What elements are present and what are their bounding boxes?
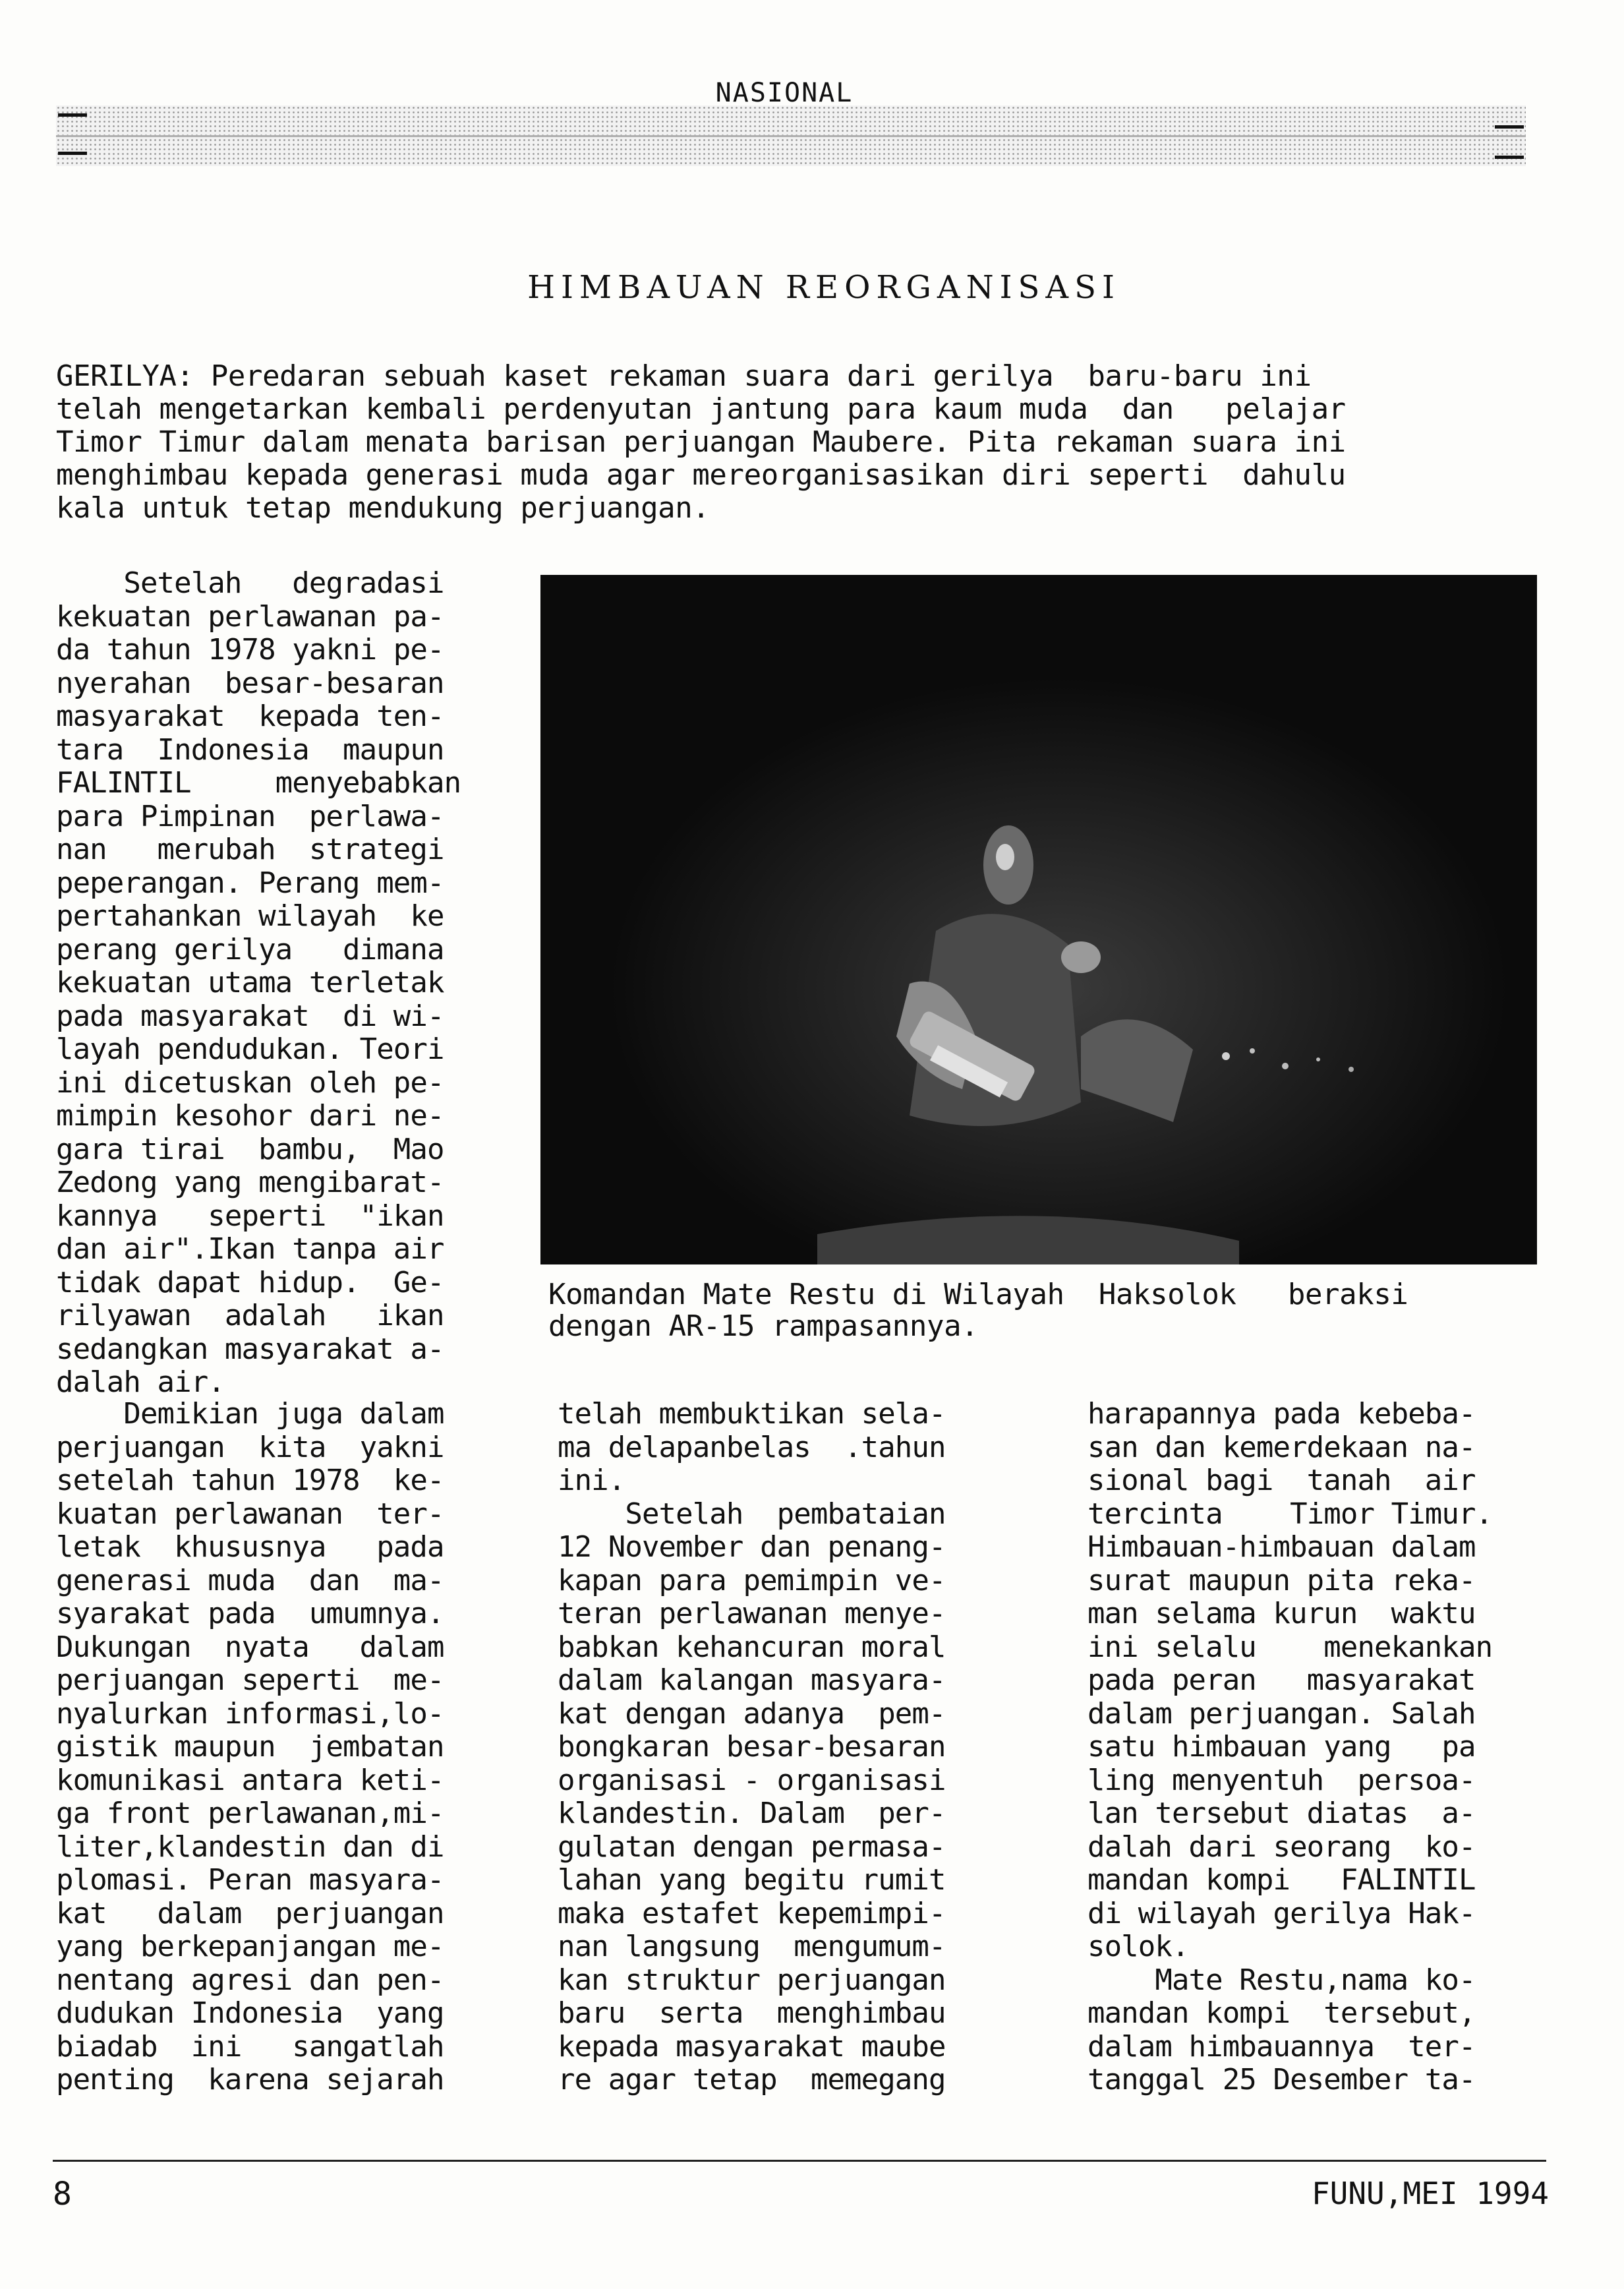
publication-date: FUNU,MEI 1994: [1311, 2176, 1549, 2211]
header-tick-mark: [58, 113, 87, 117]
footer-rule: [53, 2160, 1546, 2162]
photo-caption: Komandan Mate Restu di Wilayah Haksolok beraksi dengan AR-15 rampasannya.: [548, 1278, 1408, 1343]
article-column-2: telah membuktikan sela- ma delapanbelas .tahun ini. Setelah pembataian 12 November dan penang- kapan para pemimpin ve- teran perlawanan menye- babkan kehancuran moral dalam kalangan masyara- kat dengan adanya pem- bongkaran besar-besaran organisasi - organisasi klandestin. Dalam per- gulatan dengan permasa- lahan yang begitu rumit maka estafet kepemimpi- nan langsung mengumum- kan struktur perjuangan baru serta menghimbau kepada masyarakat maube re agar tetap memegang: [558, 1397, 946, 2096]
header-tick-mark: [1495, 125, 1524, 129]
article-lead: GERILYA: Peredaran sebuah kaset rekaman suara dari gerilya baru-baru ini telah mengetarkan kembali perdenyutan jantung para kaum muda dan pelajar Timor Timur dalam menata barisan perjuangan Maubere. Pita rekaman suara ini menghimbau kepada generasi muda agar mereorganisasikan diri seperti dahulu kala untuk tetap mendukung perjuangan.: [56, 359, 1346, 525]
header-tick-mark: [58, 152, 87, 155]
page-number: 8: [53, 2176, 72, 2213]
header-band-divider: [56, 135, 1526, 137]
article-column-1-bottom: Demikian juga dalam perjuangan kita yakni setelah tahun 1978 ke- kuatan perlawanan ter- letak khususnya pada generasi muda dan ma- syarakat pada umumnya. Dukungan nyata dalam perjuangan seperti me- nyalurkan informasi,lo- gistik maupun jembatan komunikasi antara keti- ga front perlawanan,mi- liter,klandestin dan di plomasi. Peran masyara- kat dalam perjuangan yang berkepanjangan me- nentang agresi dan pen- dudukan Indonesia yang biadab ini sangatlah penting karena sejarah: [56, 1397, 444, 2096]
header-tick-mark: [1495, 156, 1524, 159]
article-title: HIMBAUAN REORGANISASI: [527, 269, 1120, 306]
article-photo: [540, 575, 1537, 1264]
article-column-1-top: Setelah degradasi kekuatan perlawanan pa- da tahun 1978 yakni pe- nyerahan besar-besaran masyarakat kepada ten- tara Indonesia maupun FALINTIL menyebabkan para Pimpinan perlawa- nan merubah strategi peperangan. Perang mem- pertahankan wilayah ke perang gerilya dimana kekuatan utama terletak pada masyarakat di wi- layah pendudukan. Teori ini dicetuskan oleh pe- mimpin kesohor dari ne- gara tirai bambu, Mao Zedong yang mengibarat- kannya seperti "ikan dan air".Ikan tanpa air tidak dapat hidup. Ge- rilyawan adalah ikan sedangkan masyarakat a- dalah air.: [56, 566, 461, 1399]
section-label: NASIONAL: [715, 78, 854, 108]
article-column-3: harapannya pada kebeba- san dan kemerdekaan na- sional bagi tanah air tercinta Timor Timur. Himbauan-himbauan dalam surat maupun pita reka- man selama kurun waktu ini selalu menekankan pada peran masyarakat dalam perjuangan. Salah satu himbauan yang pa ling menyentuh persoa- lan tersebut diatas a- dalah dari seorang ko- mandan kompi FALINTIL di wilayah gerilya Hak- solok. Mate Restu,nama ko- mandan kompi tersebut, dalam himbauannya ter- tanggal 25 Desember ta-: [1088, 1397, 1493, 2096]
guerrilla-photo-illustration: [540, 575, 1537, 1264]
